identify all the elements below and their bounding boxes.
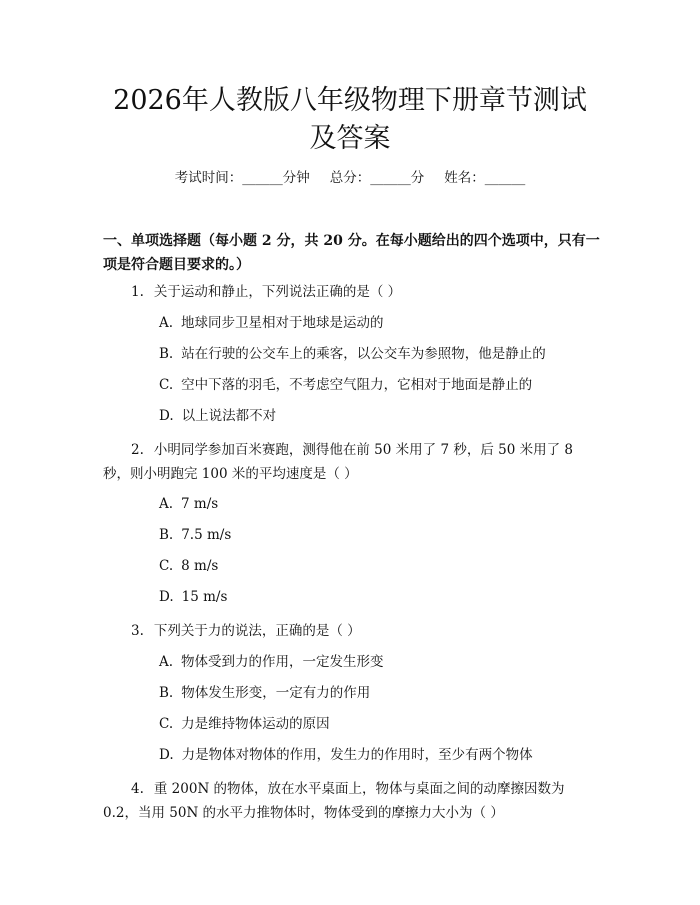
option-text: 7 m/s (181, 496, 219, 512)
question-number: 1. (131, 284, 144, 300)
question-3-option-a (159, 652, 599, 672)
question-2-option-b (159, 525, 599, 545)
option-text: 15 m/s (181, 589, 228, 605)
option-text: 站在行驶的公交车上的乘客，以公交车为参照物，他是静止的 (181, 346, 546, 362)
total-score-field: 总分：______分 (329, 170, 425, 186)
question-number: 4. (131, 781, 144, 797)
option-letter: A. (159, 315, 174, 331)
question-1-option-b (159, 344, 599, 364)
option-letter: D. (159, 747, 174, 763)
option-letter: B. (159, 685, 174, 701)
question-number: 3. (131, 623, 144, 639)
question-2-option-a (159, 494, 599, 514)
option-letter: A. (159, 496, 174, 512)
option-letter: B. (159, 346, 174, 362)
option-letter: C. (159, 716, 174, 732)
question-3-option-d (159, 745, 599, 765)
question-2-option-c (159, 556, 599, 576)
question-1-option-a (159, 313, 599, 333)
question-1-option-d (159, 406, 599, 426)
option-text: 力是维持物体运动的原因 (181, 716, 330, 732)
option-text: 物体受到力的作用，一定发生形变 (181, 654, 384, 670)
section-heading: 一、单项选择题（每小题 2 分，共 20 分。在每小题给出的四个选项中，只有一项是符合题目要求的。） (103, 233, 600, 273)
question-4 (103, 777, 603, 825)
question-stem: 下列关于力的说法，正确的是（ ） (153, 623, 361, 639)
document-title: 2026年人教版八年级物理下册章节测试及答案 (113, 85, 587, 154)
option-letter: A. (159, 654, 174, 670)
question-stem: 小明同学参加百米赛跑，测得他在前 50 米用了 7 秒，后 50 米用了 8 秒，则小明跑完 100 米的平均速度是（ ） (103, 442, 573, 482)
question-1-option-c (159, 375, 599, 395)
option-letter: C. (159, 377, 174, 393)
question-2-option-d (159, 587, 599, 607)
option-text: 以上说法都不对 (181, 408, 277, 424)
option-letter: C. (159, 558, 174, 574)
option-text: 地球同步卫星相对于地球是运动的 (181, 315, 384, 331)
exam-info-line (0, 168, 700, 188)
option-text: 力是物体对物体的作用，发生力的作用时，至少有两个物体 (181, 747, 533, 763)
option-text: 8 m/s (181, 558, 219, 574)
option-letter: D. (159, 408, 174, 424)
option-letter: D. (159, 589, 174, 605)
question-3 (103, 619, 603, 643)
question-stem: 关于运动和静止，下列说法正确的是（ ） (153, 284, 402, 300)
question-2 (103, 438, 603, 486)
question-stem: 重 200N 的物体，放在水平桌面上，物体与桌面之间的动摩擦因数为 0.2，当用 50N 的水平力推物体时，物体受到的摩擦力大小为（ ） (103, 781, 565, 821)
question-1 (103, 280, 603, 304)
option-text: 空中下落的羽毛，不考虑空气阻力，它相对于地面是静止的 (181, 377, 533, 393)
option-text: 物体发生形变，一定有力的作用 (181, 685, 371, 701)
question-number: 2. (131, 442, 144, 458)
exam-time-field: 考试时间：______分钟 (174, 170, 310, 186)
question-3-option-b (159, 683, 599, 703)
question-3-option-c (159, 714, 599, 734)
student-name-field: 姓名：______ (444, 170, 526, 186)
option-text: 7.5 m/s (181, 527, 232, 543)
option-letter: B. (159, 527, 174, 543)
